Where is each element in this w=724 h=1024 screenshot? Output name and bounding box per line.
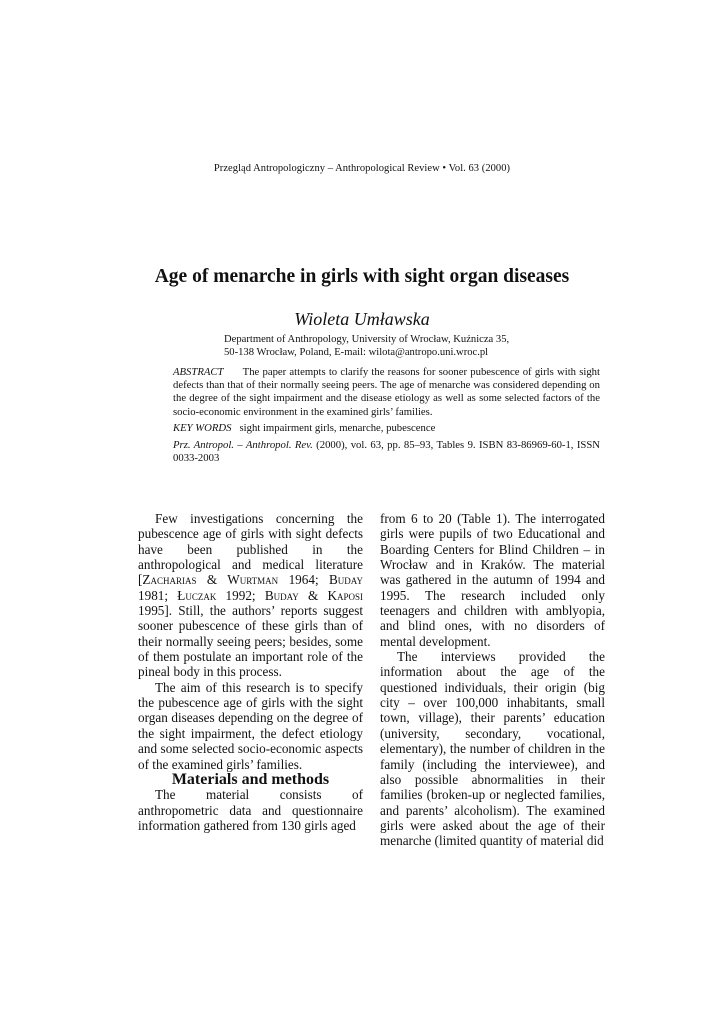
- abstract-text: The paper attempts to clarify the reasons for sooner pubescence of girls with sight defects than that of their normally seeing peers. The age of menarche was considered depending on the degree of the sight impairment and the disease etiology as well as some selected factors of the socio-economic environment in the examined girls’ families.: [173, 366, 600, 418]
- affiliation-line-1: Department of Anthropology, University of Wrocław, Kuźnicza 35,: [224, 334, 510, 345]
- journal-header: Przegląd Antropologiczny – Anthropological Review • Vol. 63 (2000): [213, 163, 511, 174]
- affiliation-line-2: 50-138 Wrocław, Poland, E-mail: wilota@antropo.uni.wroc.pl: [224, 346, 489, 358]
- body-paragraph: The aim of this research is to specify the pubescence age of girls with the sight organ diseases depending on the degree of the sight impairment, the defect etiology and some selected socio-economic aspects of the examined girls’ families.: [138, 679, 363, 772]
- body-paragraph: The material consists of anthropometric data and questionnaire information gathered from 130 girls aged: [138, 787, 363, 833]
- citation-journal: Prz. Antropol. – Anthropol. Rev.: [173, 439, 313, 452]
- article-title: Age of menarche in girls with sight organ diseases: [154, 266, 570, 287]
- keywords-text: sight impairment girls, menarche, pubescence: [239, 421, 436, 434]
- abstract: [173, 366, 600, 419]
- section-heading: Materials and methods: [171, 770, 330, 788]
- keywords-label: KEY WORDS: [173, 421, 232, 434]
- author-name: Wioleta Umławska: [294, 309, 430, 329]
- keywords: [173, 422, 600, 435]
- author-affiliation: [224, 334, 624, 359]
- body-paragraph: The interviews provided the information about the age of the questioned individuals, their origin (big city – over 100,000 inhabitants, small town, village), their parents’ education (university, secondary, vocational, elementary), the number of children in the family (including the interviewee), and also possible abnormalities in their families (broken-up or neglected families, and parents’ alcoholism). The examined girls were asked about the age of their menarche (limited quantity of material did: [380, 649, 605, 849]
- abstract-label: ABSTRACT: [173, 366, 224, 378]
- body-paragraph: Few investigations concerning the pubescence age of girls with sight defects have been published in the anthropological and medical literature [Zacharias & Wurtman 1964; Buday 1981; Łuczak 1992; Buday & Kaposi 1995]. Still, the authors’ reports suggest sooner pubescence of these girls than of their normally seeing peers; besides, some of them postulate an important role of the pineal body in this process.: [138, 511, 363, 680]
- reference: Buday & Kaposi: [264, 587, 363, 603]
- body-paragraph-continued: from 6 to 20 (Table 1). The interrogated girls were pupils of two Educational and Boarding Centers for Blind Children – in Wrocław and in Kraków. The material was gathered in the autumn of 1994 and 1995. The research included only teenagers and children with amblyopia, and blind ones, with no disorders of mental development.: [380, 511, 605, 649]
- citation-details: (2000), vol. 63, pp. 85–93, Tables 9. ISBN 83-86969-60-1, ISSN 0033-2003: [173, 439, 601, 465]
- citation: [173, 439, 600, 465]
- abstract-block: [173, 366, 600, 465]
- body-column-left: [138, 511, 363, 833]
- reference: Łuczak: [177, 587, 217, 603]
- body-column-right: [380, 511, 605, 849]
- reference: Zacharias & Wurtman: [142, 572, 279, 588]
- reference: Buday: [329, 572, 363, 588]
